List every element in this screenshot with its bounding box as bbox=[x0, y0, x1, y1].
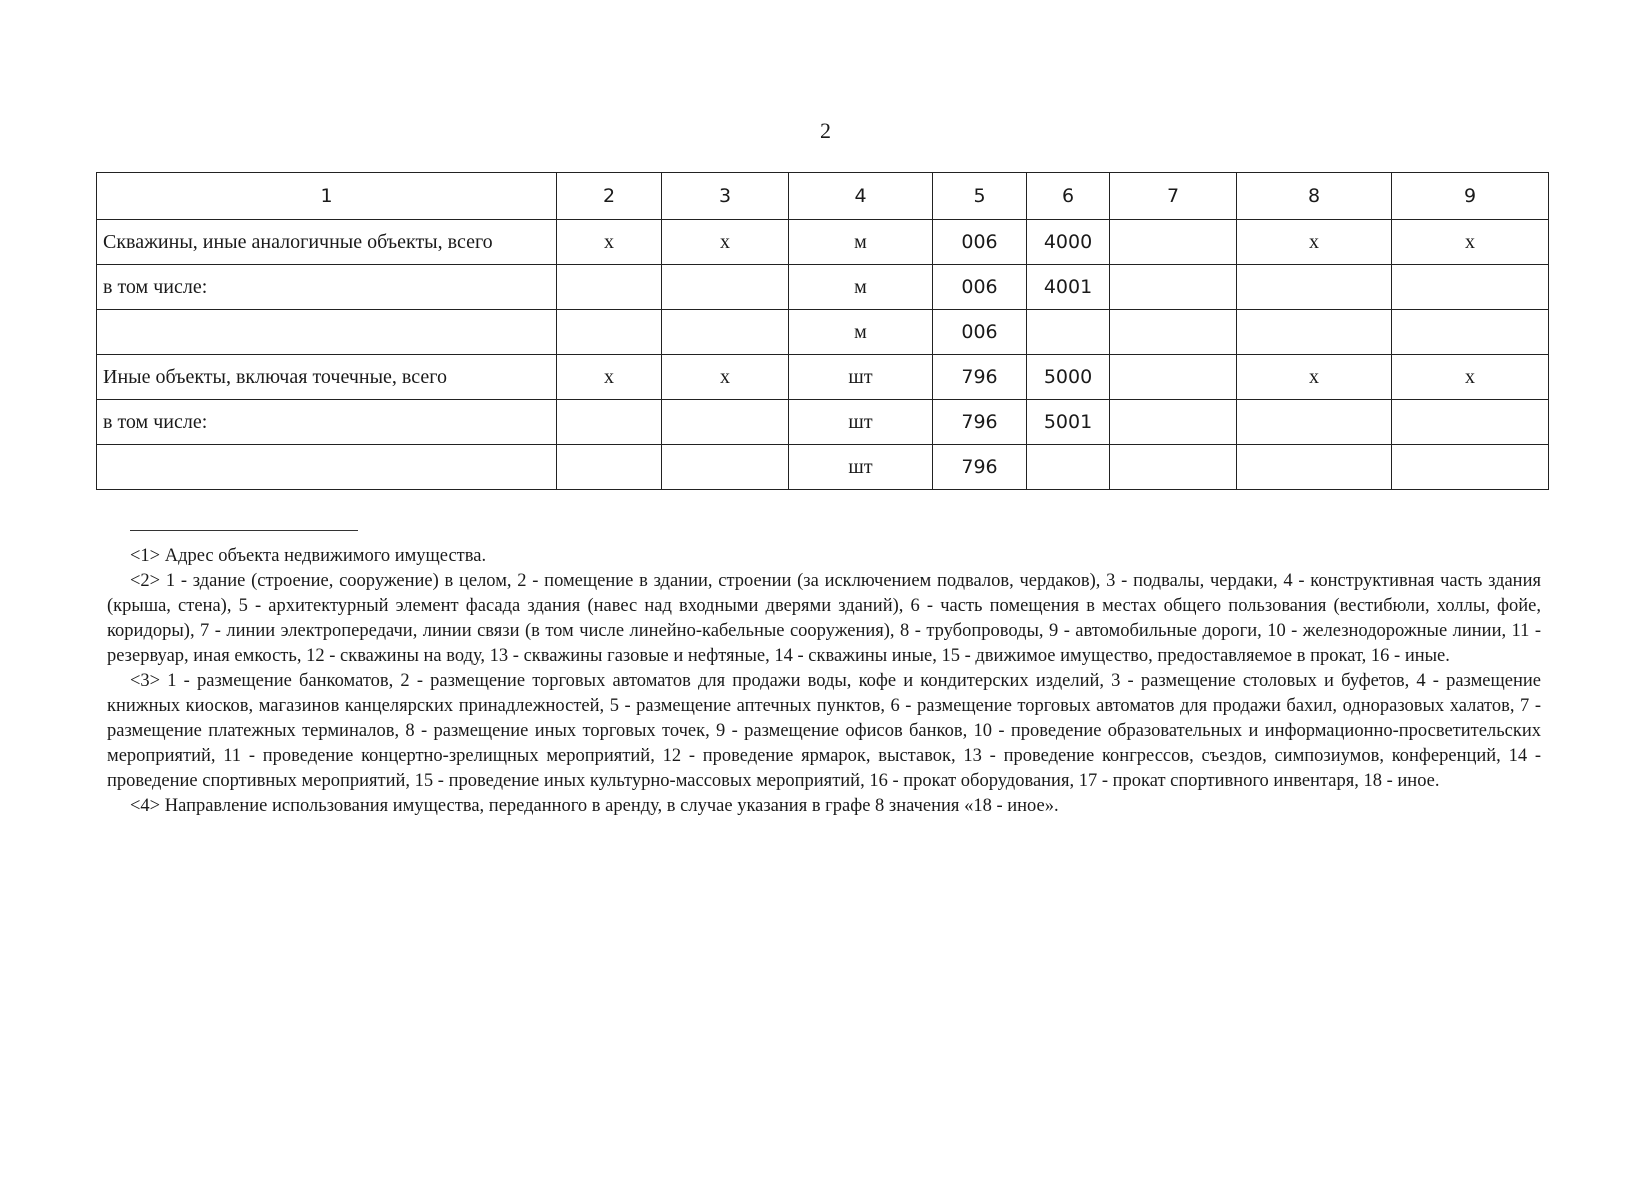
table-cell: x bbox=[1237, 355, 1392, 400]
table-cell: x bbox=[557, 220, 662, 265]
unit-code-cell: 796 bbox=[933, 355, 1027, 400]
table-row bbox=[97, 310, 1549, 355]
line-code-cell: 5000 bbox=[1027, 355, 1110, 400]
table-cell: x bbox=[662, 355, 789, 400]
unit-code-cell: 796 bbox=[933, 445, 1027, 490]
header-cell: 4 bbox=[789, 173, 933, 220]
table-cell bbox=[1110, 265, 1237, 310]
object-name-cell bbox=[97, 310, 557, 355]
footnote-3: <3> 1 - размещение банкоматов, 2 - размещение торговых автоматов для продажи воды, кофе и кондитерских изделий, 3 - размещение столовых и буфетов, 4 - размещение книжных киосков, магазинов канцелярских принадлежностей, 5 - размещение аптечных пунктов, 6 - размещение торговых автоматов для продажи бахил, одноразовых халатов, 7 - размещение платежных терминалов, 8 - размещение иных торговых точек, 9 - размещение офисов банков, 10 - проведение образовательных и информационно-просветительских мероприятий, 11 - проведение концертно-зрелищных мероприятий, 12 - проведение ярмарок, выставок, 13 - проведение конгрессов, съездов, симпозиумов, конференций, 14 - проведение спортивных мероприятий, 15 - проведение иных культурно-массовых мероприятий, 16 - прокат оборудования, 17 - прокат спортивного инвентаря, 18 - иное. bbox=[107, 671, 1541, 791]
table-cell: x bbox=[1237, 220, 1392, 265]
table-cell bbox=[557, 310, 662, 355]
table-cell bbox=[662, 400, 789, 445]
table-cell bbox=[1110, 400, 1237, 445]
line-code-cell: 4000 bbox=[1027, 220, 1110, 265]
object-name-cell: Скважины, иные аналогичные объекты, всего bbox=[97, 220, 557, 265]
footnote-2: <2> 1 - здание (строение, сооружение) в целом, 2 - помещение в здании, строении (за исключением подвалов, чердаков), 3 - подвалы, чердаки, 4 - конструктивная часть здания (крыша, стена), 5 - архитектурный элемент фасада здания (навес над входными дверями зданий), 6 - часть помещения в местах общего пользования (вестибюли, холлы, фойе, коридоры), 7 - линии электропередачи, линии связи (в том числе линейно-кабельные сооружения), 8 - трубопроводы, 9 - автомобильные дороги, 10 - железнодорожные линии, 11 - резервуар, иная емкость, 12 - скважины на воду, 13 - скважины газовые и нефтяные, 14 - скважины иные, 15 - движимое имущество, предоставляемое в прокат, 16 - иные. bbox=[107, 571, 1541, 666]
table-cell bbox=[1110, 310, 1237, 355]
table-header-row bbox=[97, 173, 1549, 220]
table-row bbox=[97, 445, 1549, 490]
table-cell bbox=[1392, 445, 1549, 490]
unit-code-cell: 006 bbox=[933, 265, 1027, 310]
unit-code-cell: 006 bbox=[933, 220, 1027, 265]
header-cell: 8 bbox=[1237, 173, 1392, 220]
table-row bbox=[97, 400, 1549, 445]
unit-cell: шт bbox=[789, 355, 933, 400]
table-cell bbox=[1237, 400, 1392, 445]
object-name-cell: в том числе: bbox=[97, 265, 557, 310]
footnote-4: <4> Направление использования имущества, переданного в аренду, в случае указания в графе 8 значения «18 - иное». bbox=[130, 796, 1059, 816]
footnotes bbox=[107, 544, 1541, 819]
table-row bbox=[97, 265, 1549, 310]
table-cell bbox=[1392, 310, 1549, 355]
header-cell: 9 bbox=[1392, 173, 1549, 220]
table-cell bbox=[1392, 400, 1549, 445]
table-cell bbox=[1237, 445, 1392, 490]
unit-cell: шт bbox=[789, 400, 933, 445]
table-cell bbox=[662, 310, 789, 355]
object-name-cell bbox=[97, 445, 557, 490]
table-cell bbox=[1110, 445, 1237, 490]
page-number: 2 bbox=[820, 118, 831, 143]
line-code-cell: 4001 bbox=[1027, 265, 1110, 310]
table-row bbox=[97, 220, 1549, 265]
object-name-cell: Иные объекты, включая точечные, всего bbox=[97, 355, 557, 400]
table-cell: x bbox=[662, 220, 789, 265]
table-row bbox=[97, 355, 1549, 400]
header-cell: 2 bbox=[557, 173, 662, 220]
object-name-cell: в том числе: bbox=[97, 400, 557, 445]
table-cell bbox=[662, 265, 789, 310]
unit-code-cell: 796 bbox=[933, 400, 1027, 445]
table-cell bbox=[1237, 265, 1392, 310]
header-cell: 6 bbox=[1027, 173, 1110, 220]
table-cell: x bbox=[1392, 220, 1549, 265]
table-cell: x bbox=[1392, 355, 1549, 400]
header-cell: 1 bbox=[97, 173, 557, 220]
table-cell: x bbox=[557, 355, 662, 400]
table-cell bbox=[1237, 310, 1392, 355]
line-code-cell: 5001 bbox=[1027, 400, 1110, 445]
unit-cell: шт bbox=[789, 445, 933, 490]
line-code-cell bbox=[1027, 445, 1110, 490]
unit-cell: м bbox=[789, 265, 933, 310]
table-cell bbox=[557, 265, 662, 310]
table-cell bbox=[1392, 265, 1549, 310]
unit-cell: м bbox=[789, 310, 933, 355]
property-table bbox=[96, 172, 1549, 490]
header-cell: 3 bbox=[662, 173, 789, 220]
table-cell bbox=[1110, 220, 1237, 265]
header-cell: 5 bbox=[933, 173, 1027, 220]
table-cell bbox=[662, 445, 789, 490]
table-cell bbox=[1110, 355, 1237, 400]
table-cell bbox=[557, 445, 662, 490]
header-cell: 7 bbox=[1110, 173, 1237, 220]
table-cell bbox=[557, 400, 662, 445]
footnote-separator bbox=[130, 530, 358, 531]
unit-cell: м bbox=[789, 220, 933, 265]
unit-code-cell: 006 bbox=[933, 310, 1027, 355]
footnote-1: <1> Адрес объекта недвижимого имущества. bbox=[130, 546, 487, 566]
line-code-cell bbox=[1027, 310, 1110, 355]
